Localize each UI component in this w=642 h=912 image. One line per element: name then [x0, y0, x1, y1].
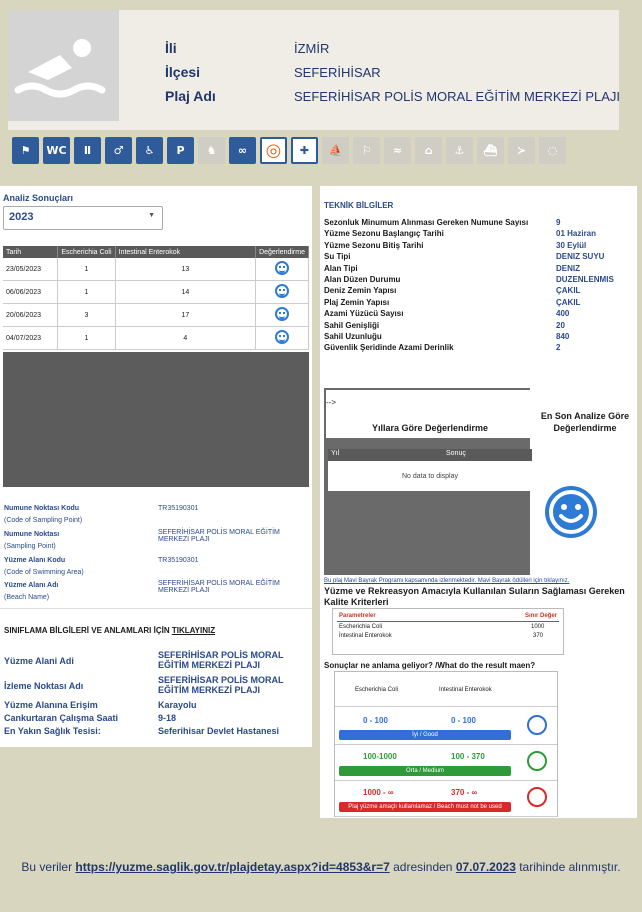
analysis-empty-area	[3, 352, 309, 487]
tech-label: Alan Düzen Durumu	[324, 275, 401, 284]
district-value: SEFERİHİSAR	[294, 65, 381, 80]
tech-value: DENIZ	[556, 263, 580, 273]
tech-label: Sezonluk Minumum Alınması Gereken Numune Sayısı	[324, 218, 529, 227]
beach-name-value: SEFERİHİSAR POLİS MORAL EĞİTİM MERKEZİ PLAJI	[294, 89, 621, 104]
footer-date: 07.07.2023	[455, 860, 516, 874]
meaning-band	[335, 780, 557, 817]
area-code-label: Yüzme Alanı Kodu	[4, 557, 66, 564]
province-value: İZMİR	[294, 41, 330, 56]
criteria-row-1-limit: 370	[533, 633, 544, 639]
band-entero: 0 - 100	[451, 716, 476, 725]
sampling-code-value: TR35190301	[158, 505, 199, 512]
year-select[interactable]	[3, 206, 163, 230]
sampling-point-value: SEFERİHİSAR POLİS MORAL EĞİTİM MERKEZİ PLAJI	[158, 529, 280, 543]
technical-title: TEKNİK BİLGİLER	[324, 201, 394, 210]
detail-value-0: SEFERİHİSAR POLİS MORAL EĞİTİM MERKEZİ PLAJI	[158, 650, 284, 670]
row-date: 23/05/2023	[3, 258, 58, 281]
row-coli: 3	[58, 304, 115, 327]
tech-label: Yüzme Sezonu Bitiş Tarihi	[324, 240, 424, 250]
col-date: Tarih	[3, 246, 58, 258]
footer-note	[0, 860, 642, 874]
band-coli: 0 - 100	[363, 716, 388, 725]
criteria-col-limit: Sınır Değer	[525, 613, 558, 619]
sampling-point-sub: (Sampling Point)	[4, 543, 56, 550]
tech-label: Sahil Genişliği	[324, 320, 380, 330]
tech-value: 30 Eylül	[556, 240, 587, 250]
tech-value: 840	[556, 332, 570, 341]
fish-icon: ≻	[508, 137, 535, 164]
tech-label: Güvenlik Şeridinde Azami Derinlik	[324, 343, 454, 353]
tech-value: ÇAKIL	[556, 297, 581, 307]
sampling-code-label: Numune Noktası Kodu	[4, 505, 80, 512]
band-coli: 1000 - ∞	[363, 788, 394, 797]
yearly-col-year: Yıl	[331, 450, 340, 457]
band-face-icon	[527, 751, 547, 771]
row-entero: 17	[115, 304, 255, 327]
criteria-row-1-param: İntestinal Enterokok	[339, 633, 392, 639]
area-name-label: Yüzme Alanı Adı	[4, 582, 59, 589]
chevron-down-icon: ▼	[148, 212, 155, 219]
tech-value: 01 Haziran	[556, 229, 597, 239]
detail-label-4: En Yakın Sağlık Tesisi:	[4, 726, 101, 736]
tech-value: 9	[556, 218, 561, 227]
latest-smile-icon	[545, 486, 597, 538]
footer-suffix: tarihinde alınmıştır.	[515, 860, 621, 874]
row-coli: 1	[58, 327, 115, 350]
area-code-sub: (Code of Swimming Area)	[4, 569, 84, 576]
tech-label: Azami Yüzücü Sayısı	[324, 309, 404, 319]
ship-icon: ⛴	[477, 137, 504, 164]
divider	[0, 608, 312, 609]
meaning-table	[334, 671, 558, 817]
dog-icon: ♞	[198, 137, 225, 164]
row-date: 06/06/2023	[3, 281, 58, 304]
restaurant-icon: Ⅱ	[74, 137, 101, 164]
analysis-table	[3, 246, 309, 350]
tech-label: Yüzme Sezonu Başlangıç Tarihi	[324, 229, 444, 239]
criteria-col-param: Parametreler	[339, 613, 376, 619]
band-entero: 100 - 370	[451, 752, 485, 761]
band-entero: 370 - ∞	[451, 788, 478, 797]
bowl-icon: ◌	[539, 137, 566, 164]
sampling-point-label: Numune Noktası	[4, 531, 60, 538]
swimmer-logo-icon	[8, 10, 119, 121]
footer-mid: adresinden	[389, 860, 456, 874]
detail-label-0: Yüzme Alani Adi	[4, 656, 74, 666]
good-smile-icon	[275, 284, 289, 298]
row-date: 20/06/2023	[3, 304, 58, 327]
shower-icon: ♂	[105, 137, 132, 164]
meaning-title: Sonuçlar ne anlama geliyor? /What do the result maen?	[324, 661, 536, 670]
year-select-value: 2023	[9, 211, 34, 223]
footer-prefix: Bu veriler	[21, 860, 76, 874]
meaning-col2: Intestinal Enterokok	[439, 687, 492, 693]
good-smile-icon	[275, 307, 289, 321]
tech-label: Sahil Uzunluğu	[324, 332, 382, 341]
band-label: Orta / Medium	[339, 766, 511, 776]
lifebuoy-icon: ◎	[260, 137, 287, 164]
table-row	[3, 258, 309, 281]
area-name-value: SEFERİHİSAR POLİS MORAL EĞİTİM MERKEZİ PLAJI	[158, 580, 280, 594]
tech-value: 20	[556, 320, 565, 330]
table-row	[3, 327, 309, 350]
col-entero: Intestinal Enterokok	[115, 246, 255, 258]
wheelchair-icon: ♿	[136, 137, 163, 164]
swimmer-icon: ≈	[384, 137, 411, 164]
criteria-rule	[337, 621, 559, 622]
col-eval: Değerlendirme	[256, 246, 309, 258]
blueflag-link[interactable]: Bu plaj Mavi Bayrak Programı kapsamında izlenmektedir. Mavi Bayrak ödülleri için tıklayınız.	[324, 578, 570, 584]
anchor-icon: ⚓	[446, 137, 473, 164]
district-label: İlçesi	[165, 64, 201, 80]
parking-icon: P	[167, 137, 194, 164]
criteria-table	[332, 608, 564, 655]
meaning-band	[335, 744, 557, 781]
detail-label-2: Yüzme Alanına Erişim	[4, 700, 98, 710]
good-smile-icon	[275, 330, 289, 344]
wc-icon: WC	[43, 137, 70, 164]
house-icon: ⌂	[415, 137, 442, 164]
tech-label: Su Tipi	[324, 252, 351, 262]
yearly-title: Yıllara Göre Değerlendirme	[372, 423, 489, 433]
beach-name-label: Plaj Adı	[165, 88, 216, 104]
tech-label: Alan Tipi	[324, 263, 358, 273]
row-entero: 4	[115, 327, 255, 350]
tech-value: 400	[556, 309, 570, 319]
col-coli: Escherichia Coli	[58, 246, 115, 258]
yearly-col-result: Sonuç	[446, 450, 466, 457]
first-aid-icon: ✚	[291, 137, 318, 164]
flag2-icon: ⚐	[353, 137, 380, 164]
tech-value: 2	[556, 343, 561, 353]
area-code-value: TR35190301	[158, 557, 199, 564]
province-label: İli	[165, 40, 177, 56]
latest-title: En Son Analize Göre Değerlendirme	[540, 411, 630, 433]
row-coli: 1	[58, 258, 115, 281]
classification-line: SINIFLAMA BİLGİLERİ VE ANLAMLARI İÇİN TIKLAYINIZ	[4, 626, 216, 635]
sampling-code-sub: (Code of Sampling Point)	[4, 517, 83, 524]
arrow-text: -->	[326, 398, 336, 407]
detail-value-1: SEFERİHİSAR POLİS MORAL EĞİTİM MERKEZİ PLAJI	[158, 675, 284, 695]
detail-label-3: Cankurtaran Çalışma Saati	[4, 713, 119, 723]
band-label: İyi / Good	[339, 730, 511, 740]
band-face-icon	[527, 715, 547, 735]
band-coli: 100-1000	[363, 752, 397, 761]
tech-value: DENIZ SUYU	[556, 252, 605, 262]
detail-value-4: Seferihisar Devlet Hastanesi	[158, 726, 280, 736]
flag-icon: ⚑	[12, 137, 39, 164]
row-coli: 1	[58, 281, 115, 304]
table-row	[3, 281, 309, 304]
table-row	[3, 304, 309, 327]
detail-label-1: İzleme Noktası Adı	[4, 681, 84, 691]
meaning-col1: Escherichia Coli	[355, 687, 399, 693]
tech-value: ÇAKIL	[556, 286, 581, 296]
band-label: Plaj yüzme amaçlı kullanılamaz / Beach must not be used	[339, 802, 511, 812]
analysis-title: Analiz Sonuçları	[3, 193, 74, 203]
row-entero: 14	[115, 281, 255, 304]
row-date: 04/07/2023	[3, 327, 58, 350]
footer-url-link[interactable]: https://yuzme.saglik.gov.tr/plajdetay.aspx?id=4853&r=7	[75, 860, 390, 874]
tech-label: Plaj Zemin Yapısı	[324, 297, 390, 307]
criteria-row-0-limit: 1000	[531, 624, 545, 630]
detail-value-2: Karayolu	[158, 700, 197, 710]
band-face-icon	[527, 787, 547, 807]
criteria-row-0-param: Escherichia Coli	[339, 624, 383, 630]
facility-icon-bar	[12, 137, 566, 167]
binoculars-icon: ∞	[229, 137, 256, 164]
area-name-sub: (Beach Name)	[4, 594, 50, 601]
row-entero: 13	[115, 258, 255, 281]
tech-value: DUZENLENMIS	[556, 275, 614, 284]
detail-value-3: 9-18	[158, 713, 177, 723]
boat-icon: ⛵	[322, 137, 349, 164]
classification-link[interactable]: TIKLAYINIZ	[171, 626, 216, 635]
tech-label: Deniz Zemin Yapısı	[324, 286, 397, 296]
criteria-title: Yüzme ve Rekreasyon Amacıyla Kullanılan Suların Sağlaması Gereken Kalite Kriterleri	[324, 586, 625, 607]
yearly-table-header	[328, 449, 532, 461]
good-smile-icon	[275, 261, 289, 275]
yearly-empty-text: No data to display	[401, 473, 459, 480]
meaning-band	[335, 708, 557, 745]
